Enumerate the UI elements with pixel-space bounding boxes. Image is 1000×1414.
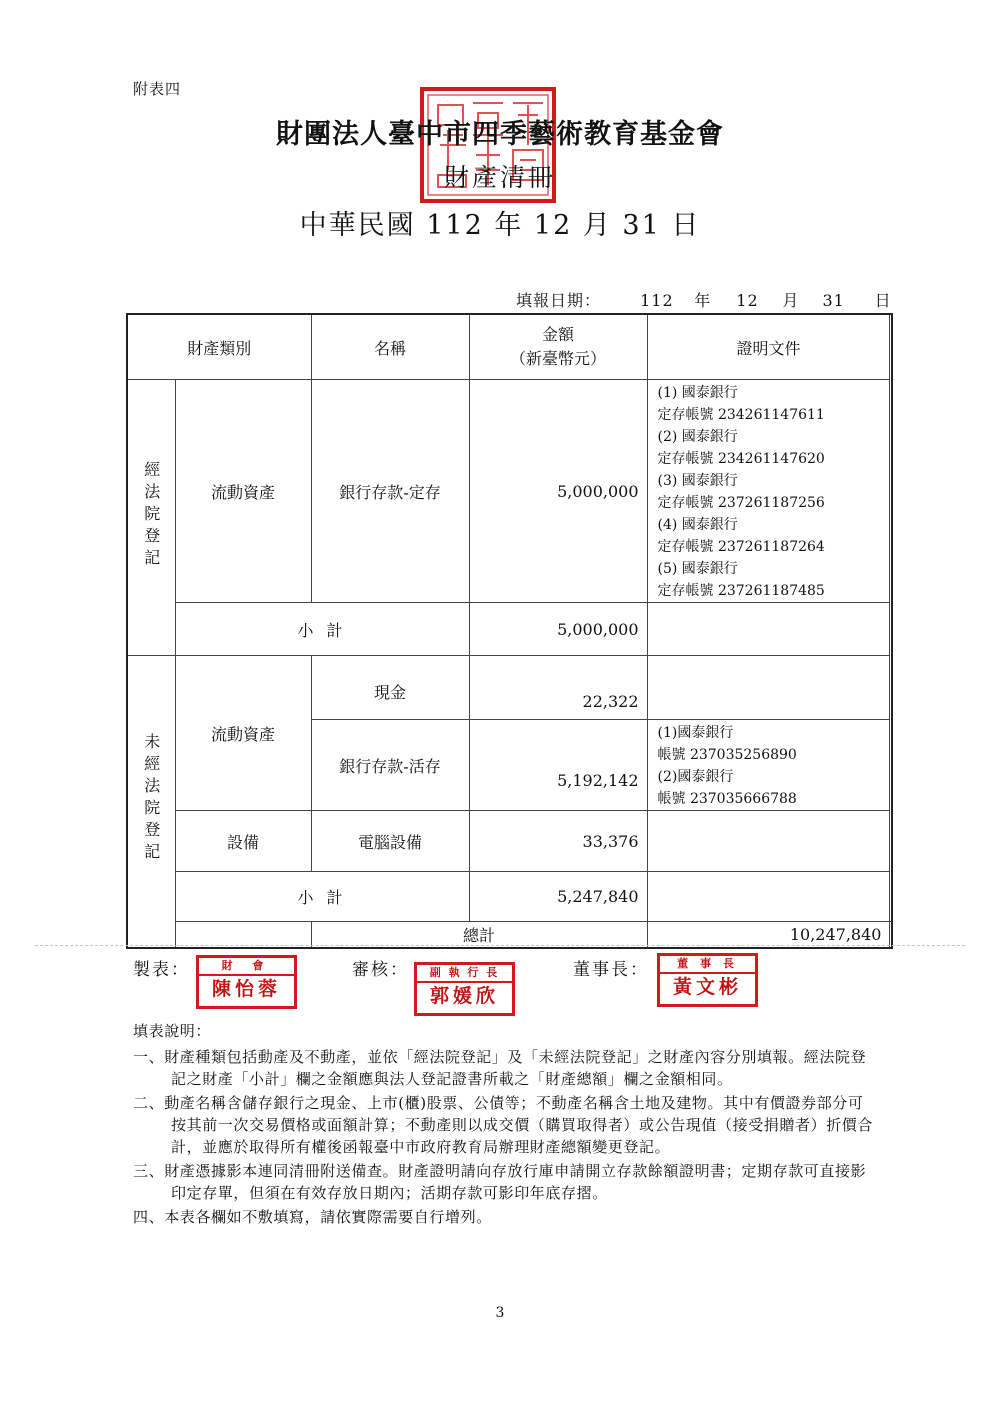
registered-label: 經法院登記 <box>141 460 161 571</box>
proof-line: 定存帳號 237261187485 <box>657 583 825 599</box>
equipment-name: 電腦設備 <box>311 811 469 872</box>
proof-line: (4) 國泰銀行 <box>657 517 738 533</box>
equipment-amount: 33,376 <box>469 811 647 872</box>
fill-date-year: 112 <box>640 291 674 310</box>
empty-cell <box>647 872 890 922</box>
empty-cell <box>890 922 892 948</box>
proof-line: (2)國泰銀行 <box>657 769 734 785</box>
registered-subcategory: 流動資產 <box>175 380 311 603</box>
chairman-seal <box>657 953 758 1007</box>
header-proof: 證明文件 <box>647 314 890 380</box>
registered-proof <box>647 380 890 603</box>
proof-line: 定存帳號 237261187256 <box>657 495 825 511</box>
instruction-item: 四、本表各欄如不敷填寫，請依實際需要自行增列。 <box>133 1208 492 1226</box>
appendix-label: 附表四 <box>133 80 182 98</box>
unregistered-subtotal-label: 小 計 <box>175 872 469 922</box>
proof-line: 帳號 237035256890 <box>657 747 797 763</box>
table-row <box>127 656 892 720</box>
proof-line: (1)國泰銀行 <box>657 725 734 741</box>
preparer-seal-title: 財 會 <box>199 958 294 976</box>
organization-title: 財團法人臺中市四季藝術教育基金會 <box>276 119 724 150</box>
deposit-amount: 5,192,142 <box>469 720 647 811</box>
table-row <box>127 811 892 872</box>
instruction-item: 三、財產憑據影本連同清冊附送備查。財產證明請向存放行庫申請開立存款餘額證明書；定期存款可直接影印定存單，但須在有效存放日期內；活期存款可影印年底存摺。 <box>133 1162 867 1202</box>
instructions <box>133 1020 878 1230</box>
fill-date-day-unit: 日 <box>874 291 892 310</box>
proof-line: (3) 國泰銀行 <box>657 473 738 489</box>
fill-date-label: 填報日期： <box>516 291 602 310</box>
table-header-row <box>127 314 892 380</box>
preparer-label: 製表： <box>133 960 190 980</box>
fill-date <box>516 288 892 311</box>
table-row <box>127 922 892 948</box>
instruction-item: 一、財產種類包括動產及不動產，並依「經法院登記」及「未經法院登記」之財產內容分別填報。經法院登記之財產「小計」欄之金額應與法人登記證書所載之「財產總額」欄之金額相同。 <box>133 1048 867 1088</box>
total-amount: 10,247,840 <box>647 922 890 948</box>
cash-name: 現金 <box>311 656 469 720</box>
chairman-seal-name: 黃文彬 <box>672 976 742 998</box>
table-row <box>127 603 892 656</box>
report-date-title: 中華民國 112 年 12 月 31 日 <box>299 210 701 241</box>
divider-line <box>35 945 965 946</box>
reviewer-seal-name: 郭媛欣 <box>429 985 499 1007</box>
equipment-category: 設備 <box>175 811 311 872</box>
fill-date-month-unit: 月 <box>782 291 800 310</box>
cash-amount: 22,322 <box>469 656 647 720</box>
registered-subtotal: 5,000,000 <box>469 603 647 656</box>
property-table <box>126 313 893 949</box>
proof-line: (5) 國泰銀行 <box>657 561 738 577</box>
reviewer-label: 審核： <box>352 960 409 980</box>
document-title: 財產清冊 <box>443 163 556 192</box>
header-name: 名稱 <box>311 314 469 380</box>
total-label: 總計 <box>311 922 647 948</box>
fill-date-year-unit: 年 <box>694 291 712 310</box>
table-row <box>127 380 892 603</box>
fill-date-day: 31 <box>822 291 845 310</box>
chairman-seal-title: 董 事 長 <box>660 956 755 974</box>
instruction-item: 二、動產名稱含儲存銀行之現金、上市(櫃)股票、公債等；不動產名稱含土地及建物。其中有價證券部分可按其前一次交易價格或面額計算；不動產則以成交價（購買取得者）或公告現值（接受捐贈者）折價合計，並應於取得所有權後函報臺中市政府教育局辦理財產總額變更登記。 <box>133 1094 874 1156</box>
unregistered-subtotal: 5,247,840 <box>469 872 647 922</box>
registered-subtotal-label: 小 計 <box>175 603 469 656</box>
reviewer-seal <box>414 962 515 1016</box>
header-amount <box>469 314 647 380</box>
empty-cell <box>647 811 890 872</box>
page-number: 3 <box>495 1305 505 1321</box>
proof-line: (1) 國泰銀行 <box>657 385 738 401</box>
proof-line: 定存帳號 237261187264 <box>657 539 825 555</box>
preparer-seal-name: 陳怡蓉 <box>211 978 281 1000</box>
unregistered-label: 未經法院登記 <box>141 733 161 866</box>
instructions-heading: 填表說明： <box>133 1022 212 1040</box>
registered-amount: 5,000,000 <box>469 380 647 603</box>
header-amount-line1: 金額 <box>541 325 574 344</box>
table-row <box>127 872 892 922</box>
registered-label-cell <box>127 380 175 656</box>
deposit-name: 銀行存款-活存 <box>311 720 469 811</box>
registered-item-name: 銀行存款-定存 <box>311 380 469 603</box>
preparer-seal <box>196 955 297 1009</box>
header-category: 財產類別 <box>127 314 311 380</box>
reviewer-seal-title: 副 執 行 長 <box>417 965 512 983</box>
proof-line: 帳號 237035666788 <box>657 791 797 807</box>
spacer-cell <box>175 922 311 948</box>
empty-cell <box>647 603 890 656</box>
fill-date-month: 12 <box>736 291 759 310</box>
header-amount-line2: （新臺幣元） <box>509 349 606 368</box>
proof-line: 定存帳號 234261147611 <box>657 407 825 423</box>
empty-cell <box>647 656 890 720</box>
proof-line: 定存帳號 234261147620 <box>657 451 825 467</box>
unregistered-label-cell <box>127 656 175 948</box>
deposit-proof <box>647 720 890 811</box>
proof-line: (2) 國泰銀行 <box>657 429 738 445</box>
unregistered-current-assets: 流動資產 <box>175 656 311 811</box>
chairman-label: 董事長： <box>573 960 649 980</box>
